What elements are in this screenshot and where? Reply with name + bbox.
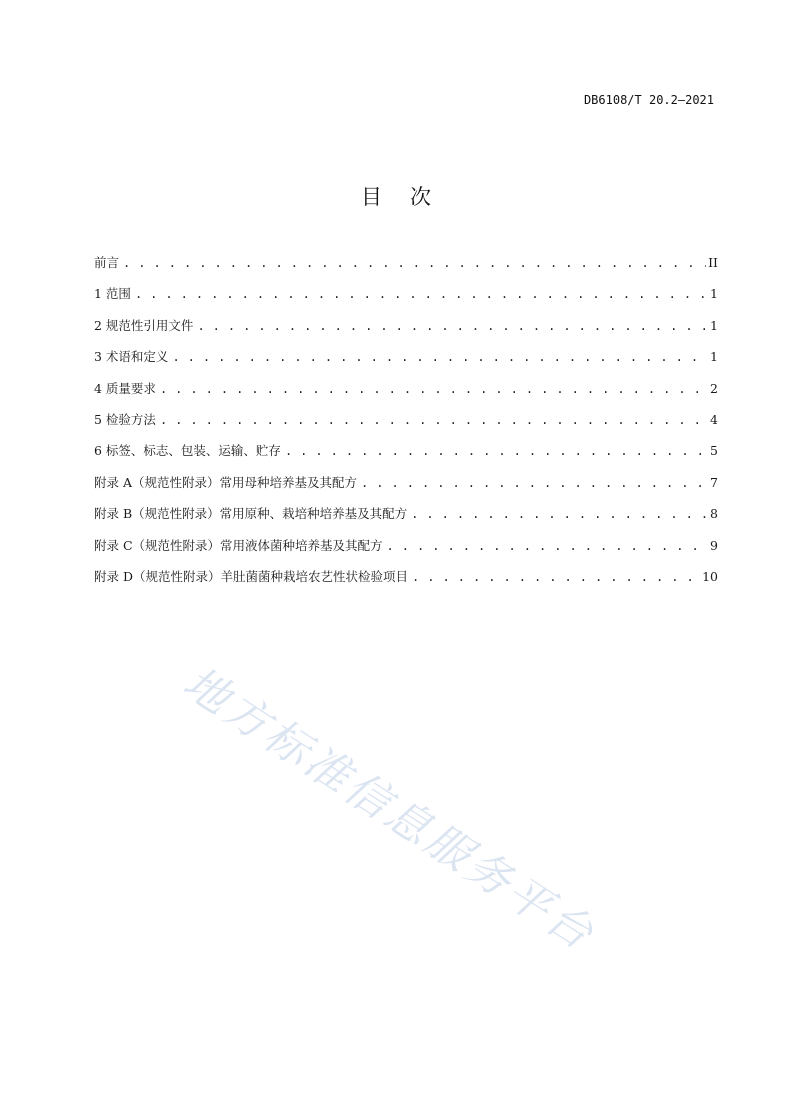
toc-entry-foreword[interactable] [94,253,718,284]
toc-entry-label: 5 检验方法 [94,411,156,427]
toc-dot-leader [285,441,708,461]
toc-page-number: 8 [710,506,718,522]
toc-page-number: 9 [710,537,718,553]
toc-page-number: 2 [710,380,718,396]
toc-dot-leader [197,316,708,336]
toc-entry-scope[interactable] [94,284,718,315]
toc-dot-leader [160,410,708,430]
toc-page-number: 7 [710,474,718,490]
toc-page-number: 1 [710,317,718,333]
toc-dot-leader [172,347,708,367]
toc-entry-label: 6 标签、标志、包装、运输、贮存 [94,443,281,459]
watermark: 地方标准信息服务平台 [174,657,605,962]
toc-entry-label: 3 术语和定义 [94,349,169,365]
toc-dot-leader [361,473,708,493]
toc-entry-label: 附录 C（规范性附录）常用液体菌种培养基及其配方 [94,537,383,553]
toc-entry-label: 4 质量要求 [94,380,156,396]
table-of-contents [94,253,718,598]
toc-entry-appendix-d[interactable] [94,567,718,598]
toc-entry-test-methods[interactable] [94,410,718,441]
toc-page-number: 10 [702,568,718,584]
toc-dot-leader [135,284,708,304]
toc-entry-label: 附录 A（规范性附录）常用母种培养基及其配方 [94,474,358,490]
toc-entry-labeling-packaging[interactable] [94,441,718,472]
toc-page-number: 1 [710,349,718,365]
document-code: DB6108/T 20.2—2021 [583,93,714,107]
toc-dot-leader [411,504,708,524]
toc-page-number: 4 [710,411,718,427]
toc-entry-label: 附录 B（规范性附录）常用原种、栽培种培养基及其配方 [94,506,408,522]
page-title: 目次 [361,185,459,209]
toc-dot-leader [123,253,706,273]
toc-entry-terms-definitions[interactable] [94,347,718,378]
toc-entry-quality-requirements[interactable] [94,379,718,410]
toc-entry-label: 前言 [94,255,120,270]
toc-entry-appendix-b[interactable] [94,504,718,535]
toc-page-number: 5 [710,443,718,459]
toc-entry-appendix-a[interactable] [94,473,718,504]
toc-entry-label: 附录 D（规范性附录）羊肚菌菌种栽培农艺性状检验项目 [94,568,408,584]
toc-dot-leader [412,567,700,587]
toc-page-number: II [708,255,718,270]
toc-entry-label: 1 范围 [94,286,131,302]
toc-dot-leader [387,536,709,556]
toc-entry-normative-references[interactable] [94,316,718,347]
toc-dot-leader [160,379,708,399]
toc-entry-label: 2 规范性引用文件 [94,317,194,333]
toc-page-number: 1 [710,286,718,302]
toc-entry-appendix-c[interactable] [94,536,718,567]
